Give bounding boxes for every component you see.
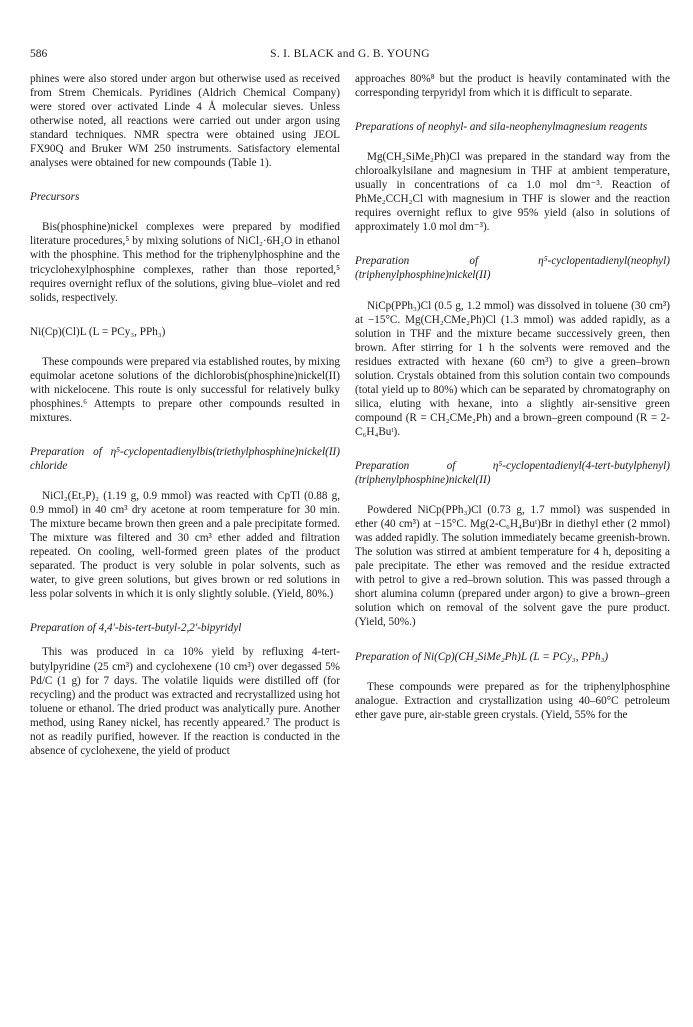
heading-precursors: Precursors [30,191,80,204]
left-column [30,72,340,758]
paragraph-continuation: approaches 80%⁸ but the product is heavily contaminated with the corresponding terpyridyl from which it is difficult to separate. [355,73,670,100]
paragraph-silaneophyl: These compounds were prepared as for the triphenylphosphine analogue. Extraction and crystallization using 40–60°C petroleum ether gave pure, air-stable green crystals. (Yield, 55% for the [355,680,670,721]
heading-tbutylphenyl: Preparation of η⁵-cyclopentadienyl(4-tert-butylphenyl)(triphenylphosphine)nickel(II) [355,459,670,487]
paragraph-cp-triethylphosphine: NiCl₂(Et₃P)₂ (1.19 g, 0.9 mmol) was reacted with CpTl (0.88 g, 0.9 mmol) in 40 cm³ dry acetone at room temperature for 30 min. The mixture became brown then green and a pale precipitate formed. The mixture was filtered and 30 cm³ ether added and filtration repeated. On cooling, well-formed green plates of the product separated. The product is very soluble in polar solvents, such as water, to give green solutions, but gives brown or red solutions in less polar solvents in which it is only slightly soluble. (Yield, 80%.) [30,490,340,601]
paragraph-bipyridyl: This was produced in ca 10% yield by refluxing 4-tert-butylpyridine (25 cm³) and cyclohexene (10 cm³) over degassed 5% Pd/C (1 g) for 7 days. The volatile liquids were distilled off (for recycling) and the product was extracted and recrystallized using hot toluene or ethanol. The dried product was analytically pure. Another method, using Raney nickel, has recently appeared.⁷ The product is not as readily purified, however. If the reaction is conducted in the absence of cyclohexene, the yield of product [30,646,340,757]
paragraph-materials: phines were also stored under argon but otherwise used as received from Strem Chemicals. Pyridines (Aldrich Chemical Company) were stored over activated Linde 4 Å molecular sieves. Unless otherwise noted, all reactions were carried out under argon using standard techniques. NMR spectra were obtained using JEOL FX90Q and Bruker WM 250 instruments. Satisfactory elemental analyses were obtained for new compounds (Table 1). [30,73,340,170]
running-title: S. I. BLACK and G. B. YOUNG [270,48,430,60]
heading-neophyl: Preparation of η⁵-cyclopentadienyl(neophyl)(triphenylphosphine)nickel(II) [355,255,670,282]
paragraph-grignard: Mg(CH₂SiMe₂Ph)Cl was prepared in the standard way from the chloroalkylsilane and magnesium in THF at ambient temperature, usually in concentrations of ca 1.0 mol dm⁻³. Reaction of PhMe₂CCH₂Cl with magnesium in THF is slower and the reaction requires overnight reflux to give 95% yield (also in solutions of approximately 1.0 mol dm⁻³). [355,151,670,234]
paragraph-bisphosphine: Bis(phosphine)nickel complexes were prepared by modified literature procedures,⁵ by mixing solutions of NiCl₂·6H₂O in ethanol with the phosphine. This method for the triphenylphosphine and the tricyclohexylphosphine complexes, rather than those reported,⁵ requires overnight reflux of the solutions, giving blue–violet and red solids, respectively. [30,221,340,304]
paragraph-tbutylphenyl: Powdered NiCp(PPh₃)Cl (0.73 g, 1.7 mmol) was suspended in ether (40 cm³) at −15°C. Mg(2-C₆H₄Buᵗ)Br in diethyl ether (2 mmol) was added rapidly. The solution immediately became greenish-brown. The solution was stirred at ambient temperature for 4 h, depositing a pale precipitate. The ether was removed and the residue extracted with petrol to give a red–brown solution. This was passed through a short alumina column (prepared under argon) to give a brown–green solution which on removal of the solvent gave the pure product. (Yield, 50%.) [355,504,670,629]
heading-cp-triethylphosphine: Preparation of η⁵-cyclopentadienylbis(triethylphosphine)nickel(II) chloride [30,445,340,472]
page-header [30,48,670,64]
heading-bipyridyl: Preparation of 4,4′-bis-tert-butyl-2,2′-bipyridyl [30,622,242,635]
heading-silaneophyl: Preparation of Ni(Cp)(CH₂SiMe₂Ph)L (L = PCy₃, PPh₃) [355,650,609,663]
paragraph-neophyl: NiCp(PPh₃)Cl (0.5 g, 1.2 mmol) was dissolved in toluene (30 cm³) at −15°C. Mg(CH₂CMe₂Ph)Cl (1.3 mmol) was added rapidly, as a solution in THF and the mixture became successively green, then brown. After stirring for 1 h the solvents were removed and the residues extracted with hexane (60 cm³) to give a green–brown solution. Crystals obtained from this solution contain two compounds (total yield up to 80%) which can be separated by chromatography on silica, eluting with hexane, into a slightly air-sensitive green compound (R = CH₂CMe₂Ph) and a brown–green compound (R = 2-C₆H₄Buᵗ). [355,299,670,438]
page-number: 586 [30,48,48,60]
heading-grignard: Preparations of neophyl- and sila-neophenylmagnesium reagents [355,121,648,134]
formula-nicp-heading: Ni(Cp)(Cl)L (L = PCy₃, PPh₃) [30,325,166,338]
right-column [355,72,670,722]
paragraph-nicp: These compounds were prepared via established routes, by mixing equimolar acetone solutions of the dichlorobis(phosphine)nickel(II) with nickelocene. This route is only successful for relatively bulky phosphines.⁶ Attempts to prepare other compounds resulted in mixtures. [30,355,340,424]
